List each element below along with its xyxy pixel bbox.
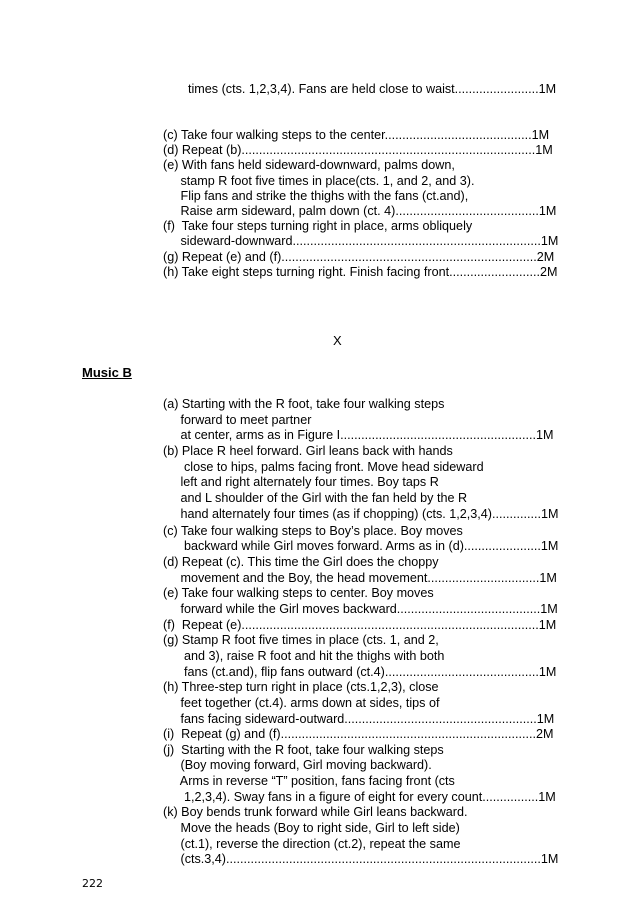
dance-step-line: close to hips, palms facing front. Move head sideward bbox=[163, 459, 484, 474]
dance-step-line: (c) Take four walking steps to the center..........................................1M bbox=[163, 128, 550, 142]
dance-step-line: Arms in reverse “T” position, fans facing front (cts bbox=[163, 774, 455, 789]
dance-step-line: (e) With fans held sideward-downward, palms down, bbox=[163, 158, 455, 173]
dance-step-line: (k) Boy bends trunk forward while Girl leans backward. bbox=[163, 805, 468, 820]
dance-step-line: (Boy moving forward, Girl moving backward). bbox=[163, 758, 432, 773]
dance-step-line: left and right alternately four times. Boy taps R bbox=[163, 475, 439, 490]
dance-step-line: fans facing sideward-outward.......................................................1M bbox=[163, 711, 555, 726]
continued-step-line: times (cts. 1,2,3,4). Fans are held close to waist........................1M bbox=[188, 82, 557, 96]
dance-step-line: (c) Take four walking steps to Boy’s place. Boy moves bbox=[163, 523, 463, 538]
dance-step-line: (cts.3,4)..........................................................................................1M bbox=[163, 852, 559, 867]
page-number: 222 bbox=[82, 877, 103, 890]
dance-step-line: and 3), raise R foot and hit the thighs with both bbox=[163, 648, 445, 663]
dance-step-line: forward to meet partner bbox=[163, 412, 312, 427]
dance-step-line: (i) Repeat (g) and (f).........................................................................2M bbox=[163, 727, 554, 742]
dance-step-line: at center, arms as in Figure I........................................................1M bbox=[163, 428, 554, 443]
dance-step-line: (d) Repeat (b)....................................................................................1M bbox=[163, 143, 553, 158]
section-heading-music-b: Music B bbox=[82, 365, 132, 380]
dance-step-line: 1,2,3,4). Sway fans in a figure of eight for every count................1M bbox=[163, 789, 556, 804]
dance-step-line: Move the heads (Boy to right side, Girl to left side) bbox=[163, 821, 460, 836]
dance-step-line: (f) Take four steps turning right in place, arms obliquely bbox=[163, 219, 473, 234]
dance-step-line: (h) Take eight steps turning right. Finish facing front..........................2M bbox=[163, 264, 558, 279]
dance-step-line: Raise arm sideward, palm down (ct. 4).........................................1M bbox=[163, 204, 557, 218]
dance-step-line: fans (ct.and), flip fans outward (ct.4)............................................1M bbox=[163, 664, 557, 679]
dance-step-line: (ct.1), reverse the direction (ct.2), repeat the same bbox=[163, 836, 461, 851]
dance-step-line: (b) Place R heel forward. Girl leans back with hands bbox=[163, 443, 453, 458]
dance-step-line: (g) Stamp R foot five times in place (cts. 1, and 2, bbox=[163, 633, 439, 648]
dance-step-line: sideward-downward.......................................................................1M bbox=[163, 234, 559, 249]
dance-step-line: (f) Repeat (e).....................................................................................1M bbox=[163, 617, 557, 632]
dance-step-line: hand alternately four times (as if chopping) (cts. 1,2,3,4)..............1M bbox=[163, 506, 559, 521]
dance-step-line: backward while Girl moves forward. Arms as in (d)......................1M bbox=[163, 539, 559, 554]
dance-step-line: (j) Starting with the R foot, take four walking steps bbox=[163, 742, 444, 757]
dance-step-line: (a) Starting with the R foot, take four walking steps bbox=[163, 397, 445, 411]
dance-step-line: feet together (ct.4). arms down at sides, tips of bbox=[163, 695, 440, 710]
section-separator: X bbox=[333, 333, 342, 348]
dance-step-line: Flip fans and strike the thighs with the fans (ct.and), bbox=[163, 188, 469, 203]
dance-step-line: forward while the Girl moves backward.........................................1M bbox=[163, 601, 558, 616]
dance-step-line: movement and the Boy, the head movement................................1M bbox=[163, 570, 557, 585]
dance-step-line: and L shoulder of the Girl with the fan held by the R bbox=[163, 490, 468, 505]
dance-step-line: (e) Take four walking steps to center. Boy moves bbox=[163, 586, 434, 601]
dance-step-line: (g) Repeat (e) and (f).........................................................................2M bbox=[163, 249, 555, 264]
dance-step-line: stamp R foot five times in place(cts. 1, and 2, and 3). bbox=[163, 173, 475, 188]
dance-step-line: (h) Three-step turn right in place (cts.1,2,3), close bbox=[163, 680, 439, 695]
dance-step-line: (d) Repeat (c). This time the Girl does the choppy bbox=[163, 555, 439, 569]
